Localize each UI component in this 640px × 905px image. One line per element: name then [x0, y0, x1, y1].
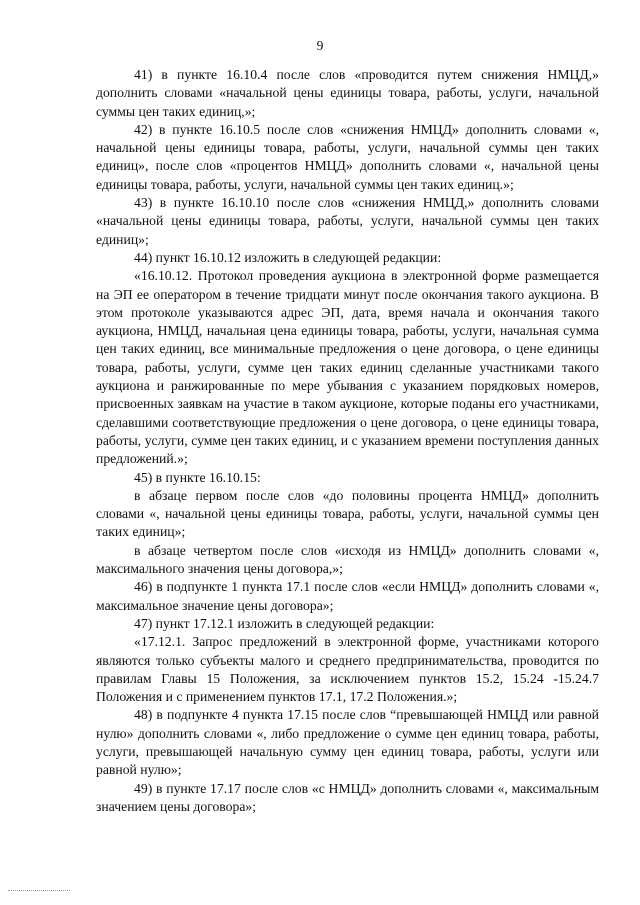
paragraph-item-47: 47) пункт 17.12.1 изложить в следующей редакции:: [134, 615, 435, 631]
paragraph-item-46: 46) в подпункте 1 пункта 17.1 после слов «если НМЦД» дополнить словами «, максимальное значение цены договора»;: [96, 579, 599, 613]
paragraph-clause-16-10-12: «16.10.12. Протокол проведения аукциона в электронной форме размещается на ЭП ее оператором в течение тридцати минут после окончания такого аукциона. В этом протоколе указываются адрес ЭП, дата, время начала и окончания такого аукциона, НМЦД, начальная цена единицы товара, работы, услуги, начальная сумма цен таких единиц, все минимальные предложения о цене договора, о цене единицы товара, работы, услуги, сумме цен таких единиц сделанные участниками такого аукциона и ранжированные по мере убывания с указанием порядковых номеров, присвоенных заявкам на участие в таком аукционе, которые поданы его участниками, сделавшими соответствующие предложения о цене договора, о цене единицы товара, работы, услуги, сумме цен таких единиц, и с указанием времени поступления данных предложений.»;: [96, 268, 599, 467]
paragraph-item-44: 44) пункт 16.10.12 изложить в следующей редакции:: [134, 249, 442, 265]
paragraph-item-42: 42) в пункте 16.10.5 после слов «снижения НМЦД» дополнить словами «, начальной цены единицы товара, работы, услуги, начальной суммы цен таких единиц», после слов «процентов НМЦД» дополнить словами «, начальной цены единицы товара, работы, услуги, начальной суммы цен таких единиц.»;: [96, 121, 599, 192]
paragraph-item-45-fourth: в абзаце четвертом после слов «исходя из НМЦД» дополнить словами «, максимального значения цены договора,»;: [96, 542, 599, 577]
footer-divider: [8, 890, 70, 891]
paragraph-item-41: 41) в пункте 16.10.4 после слов «проводится путем снижения НМЦД,» дополнить словами «начальной цены единицы товара, работы, услуги, начальной суммы цен таких единиц,»;: [96, 67, 599, 119]
paragraph-clause-17-12-1: «17.12.1. Запрос предложений в электронной форме, участниками которого являются только субъекты малого и среднего предпринимательства, проводится по правилам Главы 15 Положения, за исключением пунктов 15.2, 15.24 -15.24.7 Положения и с применением пунктов 17.1, 17.2 Положения.»;: [96, 634, 599, 705]
document-body: [96, 66, 599, 816]
paragraph-item-45: 45) в пункте 16.10.15:: [134, 469, 261, 485]
paragraph-item-43: 43) в пункте 16.10.10 после слов «снижения НМЦД,» дополнить словами «начальной цены единицы товара, работы, услуги, начальной суммы цен таких единиц»;: [96, 195, 599, 247]
paragraph-item-48: 48) в подпункте 4 пункта 17.15 после слов “превышающей НМЦД или равной нулю» дополнить словами «, либо предложение о сумме цен единиц товара, работы, услуги, превышающей начальную сумму цен единиц товара, работы, услуги или равной нулю»;: [96, 707, 599, 778]
paragraph-item-45-first: в абзаце первом после слов «до половины процента НМЦД» дополнить словами «, начальной цены единицы товара, работы, услуги, начальной суммы цен таких единиц»;: [96, 487, 599, 540]
page-number: 9: [316, 38, 324, 53]
paragraph-item-49: 49) в пункте 17.17 после слов «с НМЦД» дополнить словами «, максимальным значением цены договора»;: [96, 780, 599, 814]
